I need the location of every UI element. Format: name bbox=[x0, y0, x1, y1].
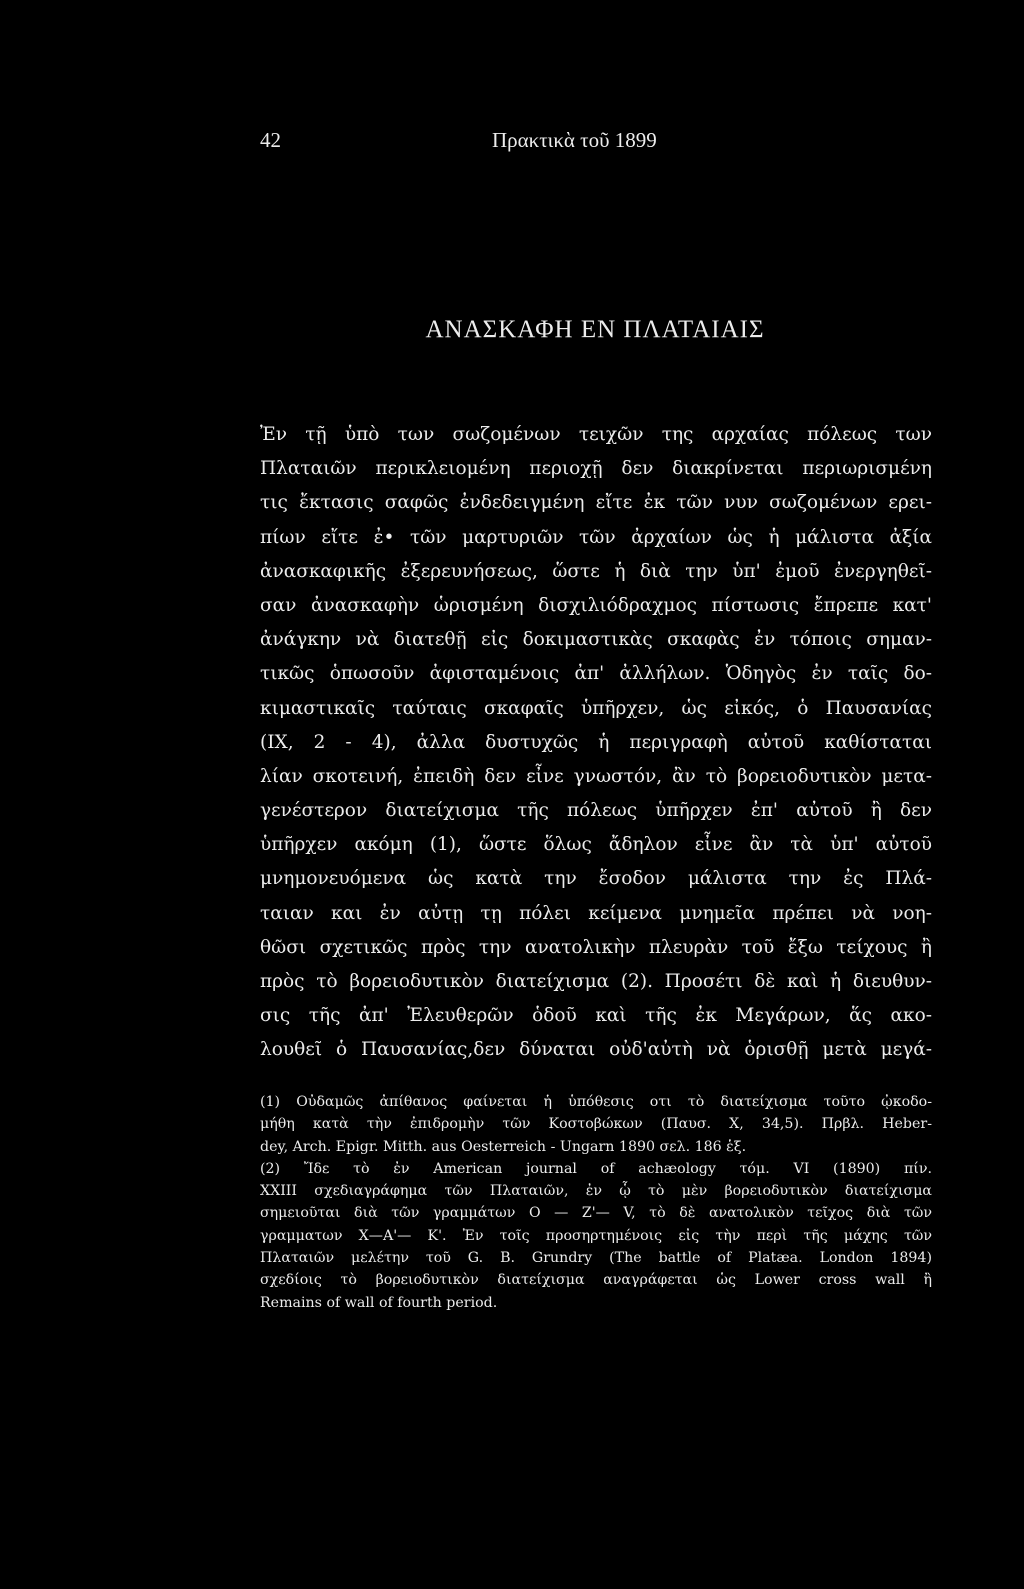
body-line: θῶσι σχετικῶς πρὸς την ανατολικὴν πλευρὰν τοῦ ἔξω τείχους ἢ bbox=[260, 936, 932, 958]
page-header bbox=[260, 128, 720, 158]
body-line: λίαν σκοτεινή, ἐπειδὴ δεν εἶνε γνωστόν, ἂν τὸ βορειοδυτικὸν μετα- bbox=[260, 765, 932, 787]
footnote-line: (2) Ἴδε τὸ ἐν American journal of achæology τόμ. VI (1890) πίν. bbox=[260, 1160, 932, 1177]
article-title: ΑΝΑΣΚΑΦΗ ΕΝ ΠΛΑΤΑΙΑΙΣ bbox=[425, 316, 765, 343]
body-line: κιμαστικαῖς ταύταις σκαφαῖς ὑπῆρχεν, ὡς εἰκός, ὁ Παυσανίας bbox=[260, 697, 932, 719]
body-line: Πλαταιῶν περικλειομένη περιοχῇ δεν διακρίνεται περιωρισμένη bbox=[260, 458, 932, 480]
footnote-line: σημειοῦται διὰ τῶν γραμμάτων O — Z'— V, τὸ δὲ ανατολικὸν τεῖχος διὰ τῶν bbox=[260, 1205, 932, 1222]
footnote-line: Remains of wall of fourth period. bbox=[260, 1294, 498, 1311]
body-line: ἀνάγκην νὰ διατεθῇ εἰς δοκιμαστικὰς σκαφὰς ἐν τόποις σημαν- bbox=[260, 629, 932, 651]
running-title: Πρακτικὰ τοῦ 1899 bbox=[492, 128, 657, 152]
footnote-line: (1) Οὐδαμῶς ἀπίθανος φαίνεται ἡ ὑπόθεσις οτι τὸ διατείχισμα τοῦτο ᾠκοδο- bbox=[260, 1094, 932, 1110]
footnote-line: Πλαταιῶν μελέτην τοῦ G. B. Grundry (The battle of Platæa. London 1894) bbox=[260, 1250, 932, 1267]
body-line: ὑπῆρχεν ακόμη (1), ὥστε ὅλως ἄδηλον εἶνε ἂν τὰ ὑπ' αὐτοῦ bbox=[260, 834, 932, 856]
body-line: τις ἔκτασις σαφῶς ἐνδεδειγμένη εἴτε ἐκ τῶν νυν σωζομένων ερει- bbox=[260, 492, 932, 514]
body-text bbox=[260, 418, 932, 1068]
body-line: σαν ἀνασκαφὴν ὡρισμένη δισχιλιόδραχμος πίστωσις ἔπρεπε κατ' bbox=[260, 594, 932, 616]
body-line: γενέστερον διατείχισμα τῆς πόλεως ὑπῆρχεν ἐπ' αὐτοῦ ἢ δεν bbox=[260, 800, 932, 822]
body-line: πρὸς τὸ βορειοδυτικὸν διατείχισμα (2). Προσέτι δὲ καὶ ἡ διευθυν- bbox=[260, 971, 932, 992]
body-line: πίων εἴτε ἐ• τῶν μαρτυριῶν τῶν ἀρχαίων ὡς ἡ μάλιστα ἀξία bbox=[260, 526, 932, 548]
body-line: (IX, 2 - 4), ἀλλα δυστυχῶς ἡ περιγραφὴ αὐτοῦ καθίσταται bbox=[260, 731, 932, 753]
footnote-line: dey, Arch. Epigr. Mitth. aus Oesterreich - Ungarn 1890 σελ. 186 ἑξ. bbox=[260, 1138, 747, 1155]
footnote-line: σχεδίοις τὸ βορειοδυτικὸν διατείχισμα αναγράφεται ὡς Lower cross wall ἢ bbox=[260, 1272, 932, 1289]
body-line: ἀνασκαφικῆς ἐξερευνήσεως, ὥστε ἡ διὰ την ὑπ' ἐμοῦ ἐνεργηθεῖ- bbox=[260, 560, 932, 582]
body-line: σις τῆς ἀπ' Ἐλευθερῶν ὁδοῦ καὶ τῆς ἐκ Μεγάρων, ἅς ακο- bbox=[260, 1005, 932, 1027]
footnotes bbox=[260, 1091, 932, 1314]
body-line: τικῶς ὁπωσοῦν ἀφισταμένοις ἀπ' ἀλλήλων. Ὁδηγὸς ἐν ταῖς δο- bbox=[260, 663, 932, 685]
body-line: μνημονευόμενα ὡς κατὰ την ἔσοδον μάλιστα την ἐς Πλά- bbox=[260, 868, 932, 890]
page-number: 42 bbox=[260, 128, 281, 152]
body-line: Ἐν τῇ ὑπὸ των σωζομένων τειχῶν της αρχαίας πόλεως των bbox=[260, 424, 932, 445]
body-line: λουθεῖ ὁ Παυσανίας,δεν δύναται οὐδ'αὐτὴ νὰ ὁρισθῇ μετὰ μεγά- bbox=[260, 1039, 932, 1061]
body-line: ταιαν και ἐν αὐτῃ τῃ πόλει κείμενα μνημεῖα πρέπει νὰ νοη- bbox=[260, 902, 932, 924]
footnote-line: μήθη κατὰ τὴν ἐπιδρομὴν τῶν Κοστοβώκων (Παυσ. Χ, 34,5). Πρβλ. Heber- bbox=[260, 1116, 932, 1133]
footnote-line: XXIII σχεδιαγράφημα τῶν Πλαταιῶν, ἐν ᾧ τὸ μὲν βορειοδυτικὸν διατείχισμα bbox=[260, 1183, 932, 1200]
footnote-line: γραμματων X—A'— K'. Ἐν τοῖς προσηρτημένοις εἰς τὴν περὶ τῆς μάχης τῶν bbox=[260, 1227, 932, 1244]
